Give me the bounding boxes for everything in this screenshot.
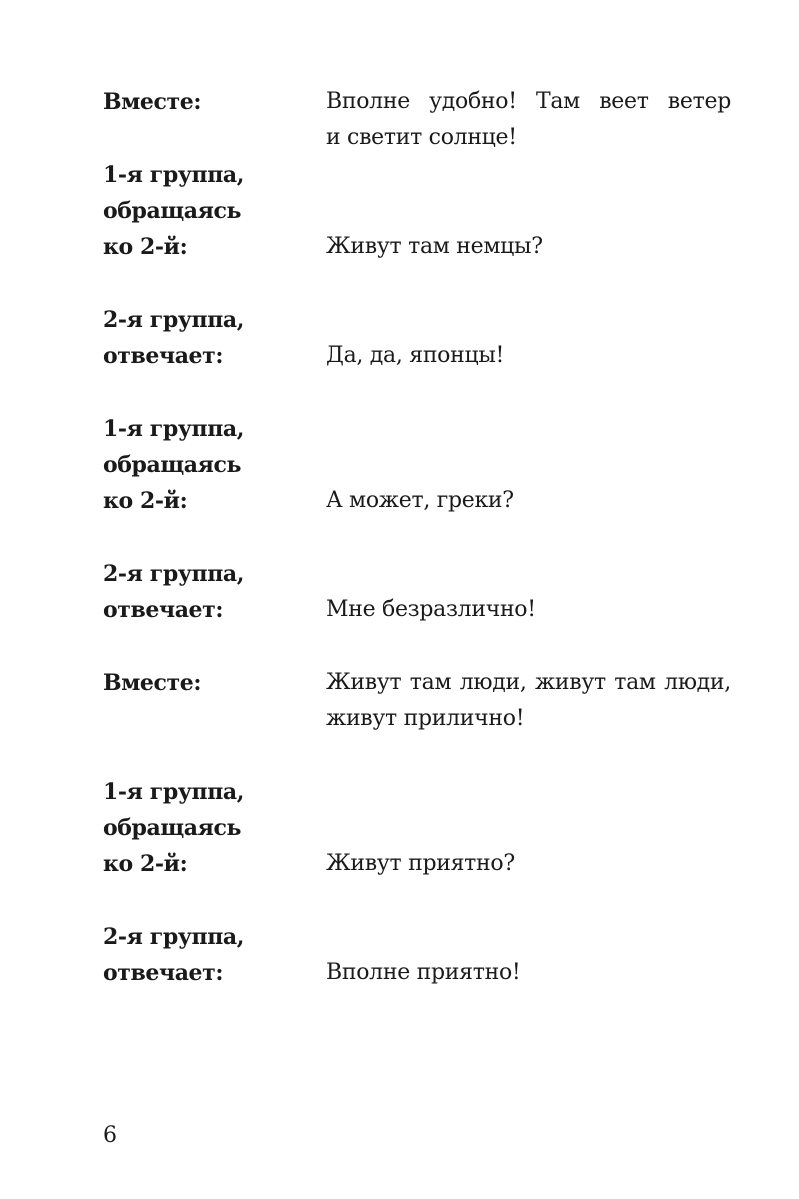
- speaker-label: обращаясь: [103, 452, 242, 478]
- dialogue-line: А может, греки?: [326, 488, 514, 513]
- speaker-label: ко 2-й:: [103, 851, 188, 877]
- dialogue-line: Да, да, японцы!: [326, 343, 505, 368]
- dialogue-line: живут прилично!: [326, 706, 525, 731]
- dialogue-line: Живут там люди, живут там люди,: [326, 670, 731, 695]
- speaker-label: Вместе:: [103, 89, 202, 115]
- speaker-label: отвечает:: [103, 597, 224, 623]
- dialogue-line: Мне безразлично!: [326, 597, 536, 622]
- page-number: 6: [103, 1123, 117, 1148]
- speaker-label: обращаясь: [103, 815, 242, 841]
- dialogue-line: и светит солнце!: [326, 125, 517, 150]
- speaker-label: ко 2-й:: [103, 234, 188, 260]
- speaker-label: Вместе:: [103, 670, 202, 696]
- speaker-label: 1-я группа,: [103, 779, 245, 805]
- speaker-label: отвечает:: [103, 960, 224, 986]
- dialogue-line: Живут там немцы?: [326, 234, 543, 259]
- speaker-label: 2-я группа,: [103, 924, 245, 950]
- speaker-label: 2-я группа,: [103, 561, 245, 587]
- speaker-label: ко 2-й:: [103, 488, 188, 514]
- dialogue-line: Вполне удобно! Там веет ветер: [326, 89, 731, 114]
- speaker-label: отвечает:: [103, 343, 224, 369]
- speaker-label: 1-я группа,: [103, 416, 245, 442]
- speaker-label: обращаясь: [103, 198, 242, 224]
- dialogue-line: Живут приятно?: [326, 851, 515, 876]
- speaker-label: 1-я группа,: [103, 162, 245, 188]
- dialogue-line: Вполне приятно!: [326, 960, 521, 985]
- speaker-label: 2-я группа,: [103, 307, 245, 333]
